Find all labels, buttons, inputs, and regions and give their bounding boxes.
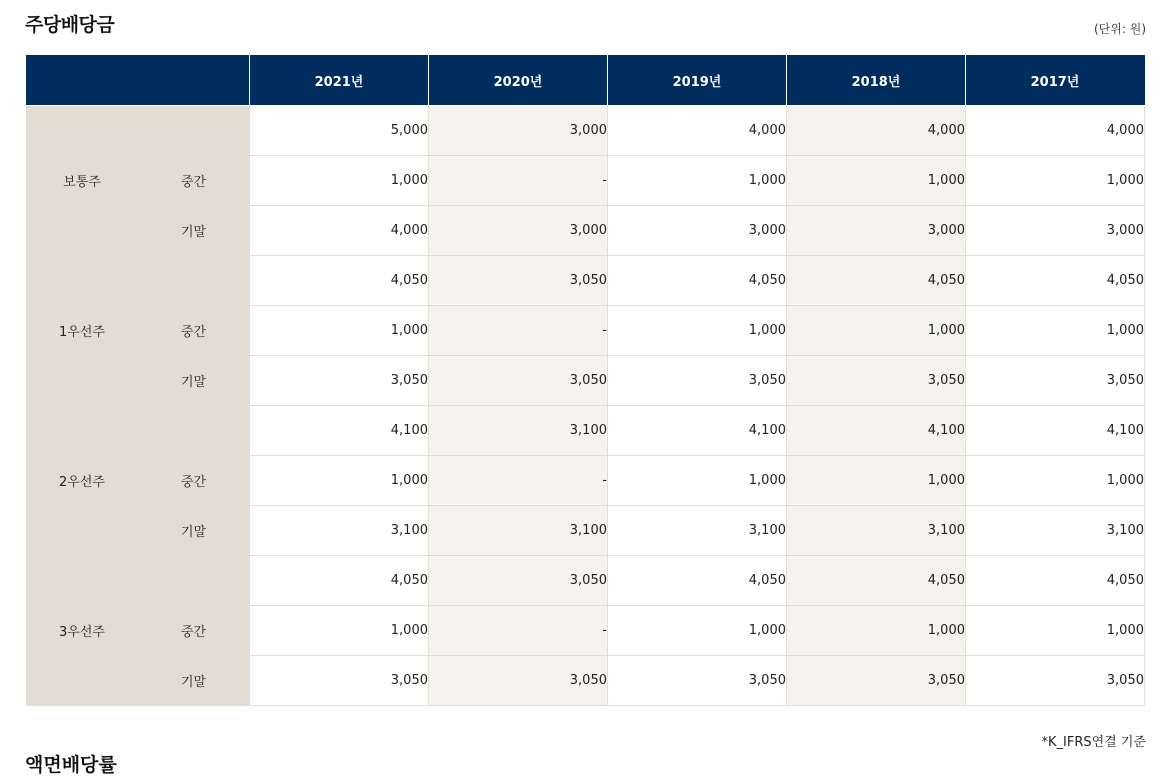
dividend-value-cell: 3,100 xyxy=(429,506,608,556)
dividend-value-cell: 1,000 xyxy=(608,456,787,506)
dividend-period-label: 기말 xyxy=(138,356,250,406)
table-row xyxy=(27,156,1145,206)
dividend-value-cell: 1,000 xyxy=(966,306,1145,356)
share-type-label: 보통주 xyxy=(27,106,138,256)
share-type-label: 1우선주 xyxy=(27,256,138,406)
dividend-value-cell: 4,100 xyxy=(966,406,1145,456)
header-row xyxy=(27,56,1145,106)
dividend-period-label: 중간 xyxy=(138,606,250,656)
dividend-value-cell: 5,000 xyxy=(250,106,429,156)
table-row xyxy=(27,406,1145,456)
dividend-value-cell: - xyxy=(429,456,608,506)
dividend-value-cell: 4,100 xyxy=(787,406,966,456)
dividend-value-cell: 1,000 xyxy=(966,456,1145,506)
dividend-value-cell: 1,000 xyxy=(787,156,966,206)
year-header: 2018년 xyxy=(787,56,966,106)
dividend-value-cell: 3,050 xyxy=(429,356,608,406)
year-header: 2021년 xyxy=(250,56,429,106)
table-row xyxy=(27,206,1145,256)
year-header: 2017년 xyxy=(966,56,1145,106)
table-row xyxy=(27,256,1145,306)
dividend-value-cell: 4,000 xyxy=(250,206,429,256)
dividend-period-label: 중간 xyxy=(138,156,250,206)
dividend-period-label: 중간 xyxy=(138,306,250,356)
dividend-value-cell: 3,100 xyxy=(250,506,429,556)
dividend-value-cell: 3,050 xyxy=(429,256,608,306)
unit-label: (단위: 원) xyxy=(1094,22,1146,36)
dividend-value-cell: 4,050 xyxy=(608,256,787,306)
dividend-period-label xyxy=(138,556,250,606)
dividend-value-cell: - xyxy=(429,156,608,206)
dividend-period-label: 기말 xyxy=(138,506,250,556)
dividend-value-cell: 3,050 xyxy=(608,356,787,406)
dividend-table xyxy=(26,55,1145,706)
dividend-period-label xyxy=(138,106,250,156)
dividend-value-cell: 1,000 xyxy=(250,606,429,656)
dividend-value-cell: 3,100 xyxy=(429,406,608,456)
share-type-label: 3우선주 xyxy=(27,556,138,706)
dividend-value-cell: 3,100 xyxy=(966,506,1145,556)
footnote: *K_IFRS연결 기준 xyxy=(1041,735,1146,750)
dividend-value-cell: 4,000 xyxy=(787,106,966,156)
table-row xyxy=(27,656,1145,706)
dividend-value-cell: 3,000 xyxy=(608,206,787,256)
dividend-value-cell: 3,000 xyxy=(429,106,608,156)
table-header xyxy=(27,56,1145,106)
dividend-value-cell: - xyxy=(429,306,608,356)
dividend-value-cell: 3,050 xyxy=(787,656,966,706)
dividend-period-label xyxy=(138,256,250,306)
dividend-value-cell: 4,050 xyxy=(966,556,1145,606)
dividend-value-cell: 4,050 xyxy=(250,556,429,606)
dividend-value-cell: 1,000 xyxy=(966,606,1145,656)
dividend-period-label: 중간 xyxy=(138,456,250,506)
dividend-value-cell: 4,100 xyxy=(250,406,429,456)
dividend-value-cell: 3,000 xyxy=(966,206,1145,256)
dividend-value-cell: 4,050 xyxy=(250,256,429,306)
table-row xyxy=(27,606,1145,656)
dividend-value-cell: 1,000 xyxy=(966,156,1145,206)
dividend-value-cell: 4,000 xyxy=(966,106,1145,156)
year-header: 2019년 xyxy=(608,56,787,106)
dividend-value-cell: 1,000 xyxy=(787,606,966,656)
dividend-value-cell: 3,050 xyxy=(787,356,966,406)
table-body xyxy=(27,106,1145,706)
dividend-value-cell: 1,000 xyxy=(250,156,429,206)
dividend-value-cell: 1,000 xyxy=(250,306,429,356)
dividend-value-cell: 1,000 xyxy=(787,306,966,356)
table-row xyxy=(27,356,1145,406)
dividend-value-cell: 1,000 xyxy=(608,606,787,656)
next-section-title: 액면배당률 xyxy=(25,754,117,776)
dividend-value-cell: 4,050 xyxy=(787,256,966,306)
dividend-value-cell: 3,050 xyxy=(966,656,1145,706)
year-header: 2020년 xyxy=(429,56,608,106)
share-type-label: 2우선주 xyxy=(27,406,138,556)
table-row xyxy=(27,556,1145,606)
dividend-value-cell: 4,100 xyxy=(608,406,787,456)
dividend-value-cell: 3,050 xyxy=(250,356,429,406)
dividend-period-label: 기말 xyxy=(138,206,250,256)
header-corner-cell xyxy=(27,56,250,106)
dividend-value-cell: 1,000 xyxy=(250,456,429,506)
dividend-value-cell: 3,050 xyxy=(966,356,1145,406)
dividend-value-cell: - xyxy=(429,606,608,656)
dividend-value-cell: 4,050 xyxy=(787,556,966,606)
dividend-value-cell: 3,000 xyxy=(787,206,966,256)
page-title: 주당배당금 xyxy=(25,14,115,36)
dividend-value-cell: 1,000 xyxy=(608,306,787,356)
dividend-period-label: 기말 xyxy=(138,656,250,706)
dividend-value-cell: 3,100 xyxy=(608,506,787,556)
dividend-period-label xyxy=(138,406,250,456)
dividend-value-cell: 3,100 xyxy=(787,506,966,556)
dividend-value-cell: 4,050 xyxy=(608,556,787,606)
table-row xyxy=(27,456,1145,506)
dividend-value-cell: 4,000 xyxy=(608,106,787,156)
table-row xyxy=(27,506,1145,556)
dividend-value-cell: 3,050 xyxy=(608,656,787,706)
dividend-value-cell: 4,050 xyxy=(966,256,1145,306)
dividend-value-cell: 3,050 xyxy=(250,656,429,706)
table-row xyxy=(27,106,1145,156)
dividend-value-cell: 3,050 xyxy=(429,556,608,606)
dividend-value-cell: 1,000 xyxy=(608,156,787,206)
table-row xyxy=(27,306,1145,356)
dividend-value-cell: 3,000 xyxy=(429,206,608,256)
dividend-value-cell: 3,050 xyxy=(429,656,608,706)
dividend-value-cell: 1,000 xyxy=(787,456,966,506)
